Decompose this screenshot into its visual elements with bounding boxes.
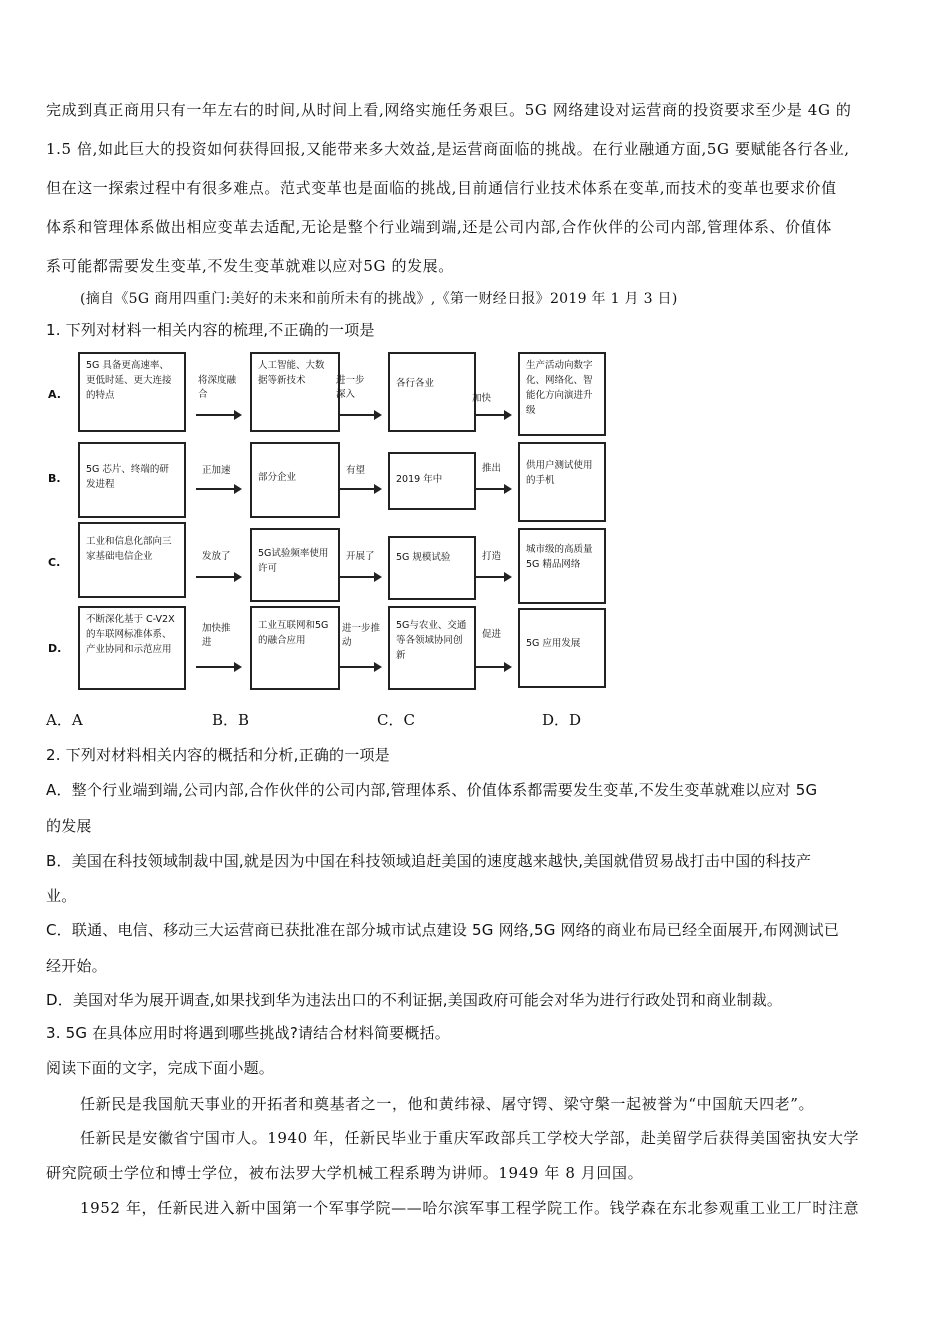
flow-box: 2019 年中 <box>388 452 476 510</box>
question-2-stem: 2. 下列对材料相关内容的概括和分析,正确的一项是 <box>46 746 390 764</box>
arrow <box>196 576 240 578</box>
option-b[interactable]: B．B <box>212 711 250 729</box>
arrow-label: 加快推进 <box>202 623 231 648</box>
q2-option-line: 业。 <box>46 887 77 905</box>
flow-row-b <box>46 442 616 524</box>
passage-line: 体系和管理体系做出相应变革去适配,无论是整个行业端到端,还是公司内部,合作伙伴的公司内部,管理体系、价值体 <box>46 218 832 236</box>
q2-option-line: D．美国对华为展开调查,如果找到华为违法出口的不利证据,美国政府可能会对华为进行行政处罚和商业制裁。 <box>46 991 783 1009</box>
row-label: D. <box>48 642 62 655</box>
q2-option-line: B．美国在科技领域制裁中国,就是因为中国在科技领域追赶美国的速度越来越快,美国就借贸易战打击中国的科技产 <box>46 852 812 870</box>
arrow-label: 开展了 <box>346 551 375 562</box>
arrow <box>476 414 510 416</box>
reading-paragraph: 研究院硕士学位和博士学位，被布法罗大学机械工程系聘为讲师。1949 年 8 月回国。 <box>46 1164 644 1182</box>
flow-box: 5G试验频率使用许可 <box>250 528 340 602</box>
flow-row-d <box>46 606 616 688</box>
arrow <box>476 576 510 578</box>
reading-intro: 阅读下面的文字，完成下面小题。 <box>46 1059 275 1077</box>
q2-option-line: A．整个行业端到端,公司内部,合作伙伴的公司内部,管理体系、价值体系都需要发生变革,不发生变革就难以应对 5G <box>46 781 818 799</box>
flow-box: 各行各业 <box>388 352 476 432</box>
flow-box: 工业和信息化部向三家基础电信企业 <box>78 522 186 598</box>
arrow-label: 发放了 <box>202 551 231 562</box>
flow-box: 生产活动向数字化、网络化、智能化方向演进升级 <box>518 352 606 436</box>
arrow <box>196 666 240 668</box>
source-citation: (摘自《5G 商用四重门:美好的未来和前所未有的挑战》,《第一财经日报》2019 年 1 月 3 日) <box>80 291 678 307</box>
reading-paragraph: 任新民是我国航天事业的开拓者和奠基者之一，他和黄纬禄、屠守锷、梁守槃一起被誉为“中国航天四老”。 <box>80 1095 815 1113</box>
q2-option-line: 的发展 <box>46 817 92 835</box>
flow-box: 部分企业 <box>250 442 340 518</box>
arrow <box>340 488 380 490</box>
flow-box: 不断深化基于 C-V2X 的车联网标准体系、产业协同和示范应用 <box>78 606 186 690</box>
flowchart <box>46 350 616 695</box>
flow-box: 人工智能、大数据等新技术 <box>250 352 340 432</box>
arrow-label: 正加速 <box>202 465 231 476</box>
option-c[interactable]: C．C <box>377 711 415 729</box>
reading-paragraph: 任新民是安徽省宁国市人。1940 年，任新民毕业于重庆军政部兵工学校大学部，赴美留学后获得美国密执安大学 <box>80 1129 860 1147</box>
flow-box: 5G 芯片、终端的研发进程 <box>78 442 186 518</box>
arrow-label: 促进 <box>482 629 502 640</box>
passage-line: 系可能都需要发生变革,不发生变革就难以应对5G 的发展。 <box>46 257 454 275</box>
arrow-label: 进一步推动 <box>342 623 381 648</box>
flow-box: 工业互联网和5G的融合应用 <box>250 606 340 690</box>
arrow <box>476 666 510 668</box>
flow-box: 5G与农业、交通等各领域协同创新 <box>388 606 476 690</box>
arrow <box>476 488 510 490</box>
flow-box: 供用户测试使用的手机 <box>518 442 606 522</box>
arrow <box>196 488 240 490</box>
row-label: B. <box>48 472 61 485</box>
arrow-label: 打造 <box>482 551 502 562</box>
q2-option-line: 经开始。 <box>46 957 107 975</box>
question-1-stem: 1. 下列对材料一相关内容的梳理,不正确的一项是 <box>46 321 375 339</box>
reading-paragraph: 1952 年，任新民进入新中国第一个军事学院——哈尔滨军事工程学院工作。钱学森在东北参观重工业工厂时注意 <box>80 1199 860 1217</box>
passage-line: 但在这一探索过程中有很多难点。范式变革也是面临的挑战,目前通信行业技术体系在变革,而技术的变革也要求价值 <box>46 179 837 197</box>
arrow <box>340 414 380 416</box>
arrow <box>340 576 380 578</box>
option-d[interactable]: D．D <box>542 711 582 729</box>
passage-line: 完成到真正商用只有一年左右的时间,从时间上看,网络实施任务艰巨。5G 网络建设对运营商的投资要求至少是 4G 的 <box>46 101 852 119</box>
question-1-options <box>46 709 606 729</box>
arrow-label: 推出 <box>482 463 502 474</box>
arrow-label: 将深度融合 <box>198 375 237 400</box>
flow-row-c <box>46 522 616 604</box>
flow-box: 5G 规模试验 <box>388 536 476 600</box>
row-label: A. <box>48 388 61 401</box>
arrow <box>196 414 240 416</box>
passage-line: 1.5 倍,如此巨大的投资如何获得回报,又能带来多大效益,是运营商面临的挑战。在行业融通方面,5G 要赋能各行各业, <box>46 140 850 158</box>
flow-box: 5G 具备更高速率、更低时延、更大连接的特点 <box>78 352 186 432</box>
arrow <box>340 666 380 668</box>
arrow-label: 加快 <box>472 393 492 404</box>
option-a[interactable]: A．A <box>46 711 83 729</box>
flow-box: 5G 应用发展 <box>518 608 606 688</box>
row-label: C. <box>48 556 61 569</box>
flow-box: 城市级的高质量 5G 精品网络 <box>518 528 606 604</box>
arrow-label: 进一步深入 <box>336 375 365 400</box>
question-3-stem: 3. 5G 在具体应用时将遇到哪些挑战?请结合材料简要概括。 <box>46 1024 450 1042</box>
q2-option-line: C．联通、电信、移动三大运营商已获批准在部分城市试点建设 5G 网络,5G 网络的商业布局已经全面展开,布网测试已 <box>46 921 840 939</box>
flow-row-a <box>46 352 616 434</box>
arrow-label: 有望 <box>346 465 366 476</box>
